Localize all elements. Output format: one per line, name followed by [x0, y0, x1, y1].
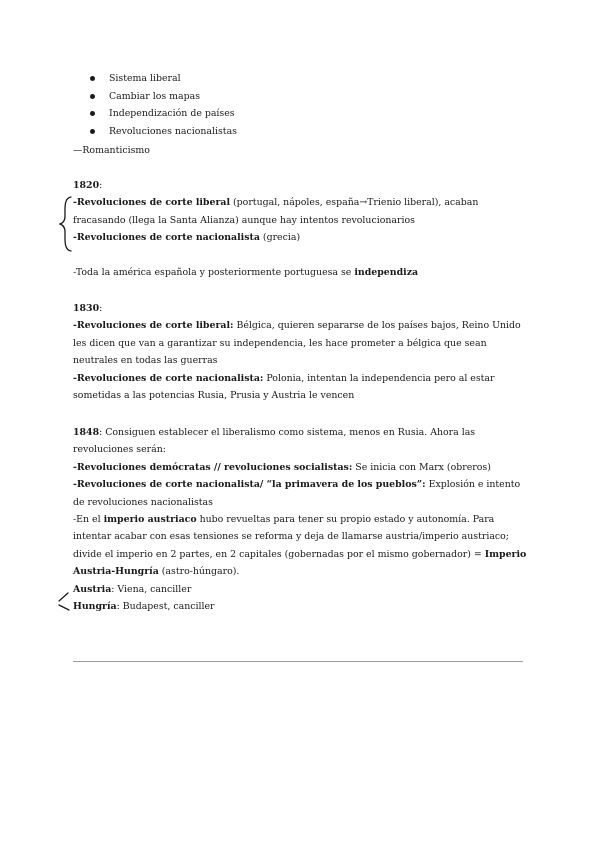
bold-term: Imperio Austria-Hungría [73, 548, 527, 578]
handwritten-brace-icon [59, 196, 73, 252]
bullet-icon [90, 111, 95, 116]
paragraph-text: (portugal, nápoles, españa→Trienio liberal), acaban fracasando (llega la Santa Alianza) aunque hay intentos revolucionarios [73, 197, 479, 226]
paragraph-democratas-1848 [73, 459, 528, 476]
bold-term: Austria [73, 583, 112, 595]
paragraph-text: -En el [73, 514, 104, 526]
paragraph-text: -Toda la américa española y posteriormente portuguesa se [73, 267, 355, 278]
list-item-text: Sistema liberal [109, 73, 181, 84]
bold-term: -Revoluciones de corte nacionalista/ “la primavera de los pueblos”: [73, 479, 426, 491]
section-1848 [73, 424, 528, 615]
section-1820 [73, 177, 528, 247]
year-label: 1830 [73, 303, 100, 314]
bold-term: -Revoluciones de corte nacionalista: [73, 372, 264, 384]
list-item [88, 88, 237, 106]
paragraph-nacionalista-1848 [73, 476, 528, 511]
paragraph-text: : Budapest, canciller [116, 601, 215, 613]
bullet-icon [90, 129, 95, 134]
paragraph-text: hubo revueltas para tener su propio estado y autonomía. Para intentar acabar con esas tensiones se reforma y deja de llamarse austria/imperio austriaco; divide el imperio en 2 partes, en 2 capitales (gobernadas por el mismo gobernador) = [73, 514, 509, 560]
paragraph-text: : Consiguen establecer el liberalismo como sistema, menos en Rusia. Ahora las revoluciones serán: [73, 427, 476, 456]
heading-colon: : [99, 180, 103, 191]
topic-bullet-list [88, 70, 237, 140]
list-item-text: Independización de países [109, 108, 235, 120]
bold-term: -Revoluciones de corte liberal [73, 197, 231, 209]
list-item [88, 105, 237, 123]
bullet-icon [90, 94, 95, 99]
list-item-text: Cambiar los mapas [109, 90, 201, 102]
bullet-icon [90, 76, 95, 81]
list-item [88, 70, 237, 88]
paragraph-imperio-austriaco [73, 511, 528, 581]
horizontal-divider [73, 661, 523, 662]
paragraph-text: Bélgica, quieren separarse de los países bajos, Reino Unido les dicen que van a garantizar su independencia, les hace prometer a bélgica que sean neutrales en todas las guerras [73, 320, 521, 367]
bold-term: imperio austriaco [103, 514, 197, 526]
year-label: 1820 [73, 180, 100, 191]
bold-term: independiza [354, 267, 419, 278]
bold-term: -Revoluciones demócratas // revoluciones socialistas: [73, 461, 353, 473]
paragraph-liberal-1820 [73, 194, 528, 229]
romanticismo-text: —Romanticismo [73, 145, 150, 156]
paragraph-text: Explosión e intento de revoluciones nacionalistas [73, 479, 521, 508]
paragraph-text: : Viena, canciller [111, 583, 192, 595]
bold-term: -Revoluciones de corte nacionalista [73, 232, 260, 244]
section-intro-1848 [73, 424, 528, 459]
list-item-text: Revoluciones nacionalistas [109, 125, 237, 137]
austria-line [73, 581, 528, 598]
section-1830 [73, 300, 528, 404]
paragraph-text: Polonia, intentan la independencia pero al estar sometidas a las potencias Rusia, Prusia y Austria le vencen [73, 372, 495, 402]
america-line [73, 264, 528, 281]
paragraph-nacionalista-1820 [73, 229, 528, 246]
paragraph-text: (grecia) [259, 232, 301, 244]
america-paragraph [73, 264, 528, 281]
handwritten-branch-icon [57, 589, 73, 615]
paragraph-nacionalista-1830 [73, 370, 528, 405]
section-heading-1830 [73, 300, 528, 317]
list-item [88, 123, 237, 141]
paragraph-liberal-1830 [73, 317, 528, 369]
paragraph-text: Se inicia con Marx (obreros) [352, 461, 491, 473]
bold-term: Hungría [73, 601, 117, 613]
section-heading-1820 [73, 177, 528, 194]
hungria-line [73, 598, 528, 615]
year-label: 1848 [73, 427, 100, 438]
paragraph-text: (astro-húngaro). [158, 566, 240, 578]
bold-term: -Revoluciones de corte liberal: [73, 320, 234, 332]
heading-colon: : [99, 303, 103, 314]
romanticismo-line [73, 142, 528, 159]
